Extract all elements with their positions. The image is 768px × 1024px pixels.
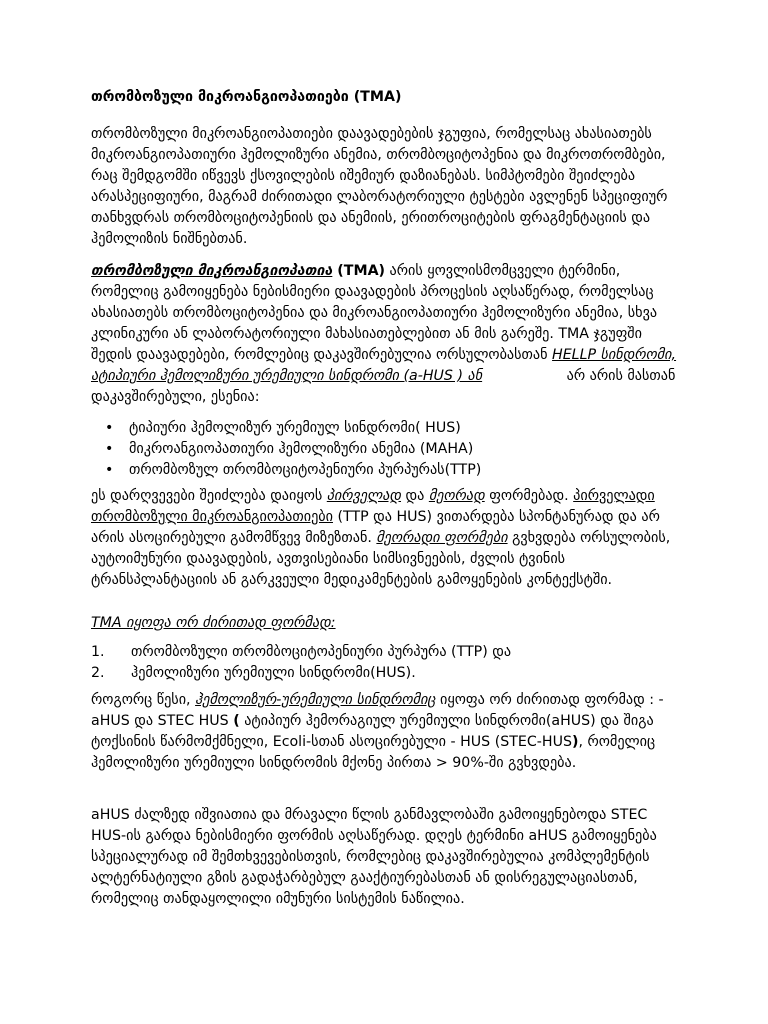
bullet-icon: •	[105, 462, 114, 478]
primary-term: პირველად	[326, 488, 402, 504]
hus-paragraph: როგორც წესი, ჰემოლიზურ-ურემიული სინდრომიც იყოფა ორ ძირითად ფორმად : - aHUS და STEC HUS ( ატიპიურ ჰემორაგიულ ურემიული სინდრომი(aHUS) და შიგა ტოქსინის წარმომქმნელი, Ecoli-სთან ასოცირებული - HUS (STEC-HUS), რომელიც ჰემოლიზური ურემიული სინდრომის მქონე პირთა > 90%-ში გვხვდება.	[91, 692, 664, 771]
ahus-paragraph: aHUS ძალზედ იშვიათია და მრავალი წლის განმავლობაში გამოიყენებოდა STEC HUS-ის გარდა ნებისმიერი ფორმის აღსაწერად. დღეს ტერმინი aHUS გამოიყენება სპეციალურად იმ შემთხვევებისთვის, რომლებიც დაკავშირებულია კომპლემენტის ალტერნატიული გზის გადაჭარბებულ გააქტიურებასთან ან დისრეგულაციასთან, რომელიც თანდაყოლილი იმუნური სისტემის ნაწილია.	[91, 807, 657, 907]
tma-forms-list	[91, 642, 681, 684]
classification-paragraph: ეს დარღვევები შეიძლება დაიყოს პირველად და მეორად ფორმებად. პირველადი თრომბოზული მიკროანგიოპათიები (TTP და HUS) ვითარდება სპონტანურად და არ არის ასოცირებული გამომწვევ მიზეზთან. მეორადი ფორმები გვხვდება ორსულობის, აუტოიმუნური დაავადების, ავთვისებიანი სიმსივნეების, ძვლის ტვინის ტრანსპლანტაციის ან გარკვეული მედიკამენტების გამოყენების კონტექსტში.	[91, 488, 671, 588]
tma-term: თრომბოზული მიკროანგიოპათია	[91, 263, 333, 279]
secondary-forms-term: მეორადი ფორმები	[376, 530, 508, 546]
list-item: • თრომბოზულ თრომბოციტოპენიური პურპურას(TTP)	[91, 460, 681, 481]
list-item: • მიკროანგიოპათიური ჰემოლიზური ანემია (MAHA)	[91, 439, 681, 460]
hellp-reference: HELLP სინდრომი, ატიპიური ჰემოლიზური ურემიული სინდრომი (a-HUS ) ან	[91, 347, 677, 384]
disease-bullet-list	[91, 418, 681, 481]
definition-text-end: არ არის მასთან დაკავშირებული, ესენია:	[91, 368, 676, 405]
list-item: 1. თრომბოზული თრომბოციტოპენიური პურპურა (TTP) და	[91, 644, 512, 660]
list-item: 2. ჰემოლიზური ურემიული სინდრომი(HUS).	[91, 665, 416, 681]
definition-text: არის ყოვლისმომცველი ტერმინი, რომელიც გამოიყენება ნებისმიერი დაავადების პროცესის აღსაწერად, რომელსაც ახასიათებს თრომბოციტოპენია და მიკროანგიოპათიური ჰემოლიზური ანემია, სხვა კლინიკური ან ლაბორატორიული მახასიათებლებით ან მის გარეშე. TMA ჯგუფში შედის დაავადებები, რომლებიც დაკავშირებულია ორსულობასთან	[91, 263, 658, 363]
bullet-icon: •	[105, 441, 114, 457]
primary-tma-term: პირველადი თრომბოზული მიკროანგიოპათიები	[91, 488, 655, 525]
secondary-term: მეორად	[428, 488, 485, 504]
definition-paragraph	[91, 261, 681, 408]
tma-forms-heading: TMA იყოფა ორ ძირითად ფორმად:	[91, 615, 336, 631]
bullet-icon: •	[105, 420, 114, 436]
tma-abbr: (TMA)	[332, 263, 386, 279]
hus-term: ჰემოლიზურ-ურემიული სინდრომიც	[195, 692, 436, 708]
document-title: თრომბოზული მიკროანგიოპათიები (TMA)	[91, 89, 402, 105]
list-item: • ტიპიური ჰემოლიზურ ურემიულ სინდრომი( HUS)	[91, 418, 681, 439]
intro-paragraph: თრომბოზული მიკროანგიოპათიები დაავადებების ჯგუფია, რომელსაც ახასიათებს მიკროანგიოპათიური ჰემოლიზური ანემია, თრომბოციტოპენია და მიკროთრომბები, რაც შემდგომში იწვევს ქსოვილების იშემიურ დაზიანებას. სიმპტომები შეიძლება არასპეციფიური, მაგრამ ძირითადი ლაბორატორიული ტესტები ავლენენ სპეციფიურ თანხვდრას თრომბოციტოპენიის და ანემიის, ერითროციტების ფრაგმენტაციის და ჰემოლიზის ნიშნებთან.	[91, 126, 668, 247]
